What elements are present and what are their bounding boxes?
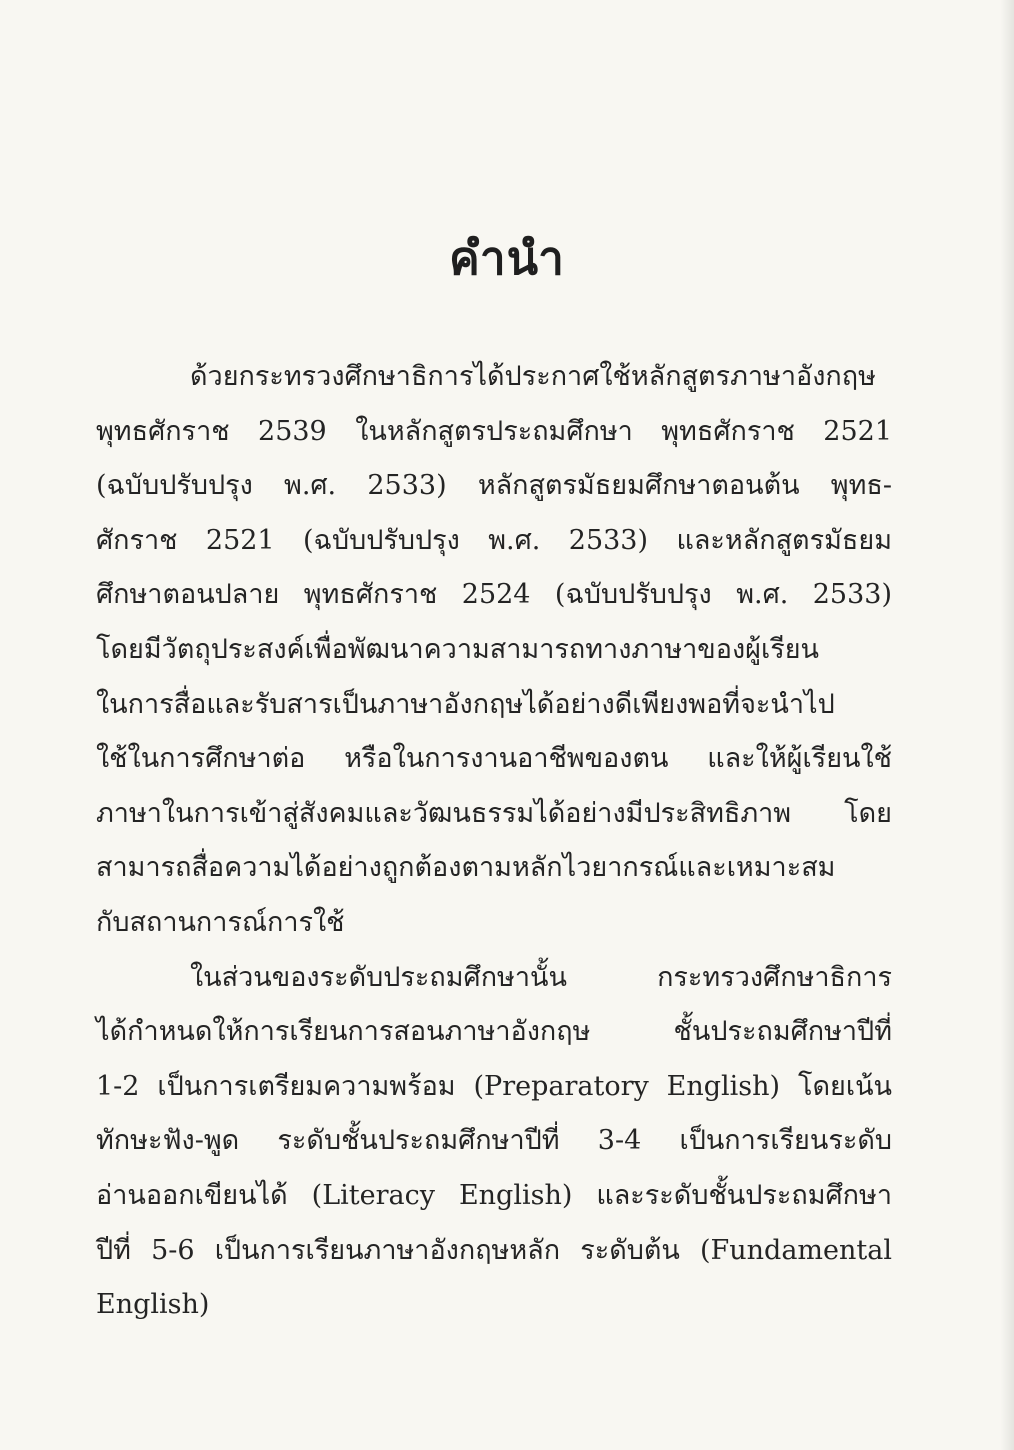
- paragraph-line: พุทธศักราช 2539 ในหลักสูตรประถมศึกษา พุทธศักราช 2521: [96, 415, 892, 447]
- paragraph-line: โดยมีวัตถุประสงค์เพื่อพัฒนาความสามารถทางภาษาของผู้เรียน: [96, 633, 819, 665]
- paragraph-line: ได้กำหนดให้การเรียนการสอนภาษาอังกฤษ ชั้นประถมศึกษาปีที่: [96, 1016, 892, 1048]
- paragraph-line: ใช้ในการศึกษาต่อ หรือในการงานอาชีพของตน และให้ผู้เรียนใช้: [96, 743, 892, 775]
- paragraph-line: กับสถานการณ์การใช้: [96, 906, 345, 938]
- paragraph-line: สามารถสื่อความได้อย่างถูกต้องตามหลักไวยากรณ์และเหมาะสม: [96, 852, 836, 884]
- paragraph-line: ภาษาในการเข้าสู่สังคมและวัฒนธรรมได้อย่างมีประสิทธิภาพ โดย: [96, 797, 892, 829]
- paragraph-1: [96, 350, 892, 951]
- page-title: คำนำ: [449, 231, 565, 285]
- paragraph-line: ศึกษาตอนปลาย พุทธศักราช 2524 (ฉบับปรับปรุง พ.ศ. 2533): [96, 579, 892, 611]
- paragraph-line: ศักราช 2521 (ฉบับปรับปรุง พ.ศ. 2533) และหลักสูตรมัธยม: [96, 524, 892, 556]
- paragraph-2: [96, 951, 892, 1333]
- paragraph-line: 1-2 เป็นการเตรียมความพร้อม (Preparatory English) โดยเน้น: [96, 1070, 892, 1102]
- paragraph-line: (ฉบับปรับปรุง พ.ศ. 2533) หลักสูตรมัธยมศึกษาตอนต้น พุทธ-: [96, 470, 892, 502]
- paragraph-line: ในการสื่อและรับสารเป็นภาษาอังกฤษได้อย่างดีเพียงพอที่จะนำไป: [96, 688, 835, 720]
- paragraph-line: ด้วยกระทรวงศึกษาธิการได้ประกาศใช้หลักสูตรภาษาอังกฤษ: [190, 361, 876, 392]
- paragraph-line: อ่านออกเขียนได้ (Literacy English) และระดับชั้นประถมศึกษา: [96, 1179, 892, 1211]
- paragraph-line: ในส่วนของระดับประถมศึกษานั้น กระทรวงศึกษาธิการ: [190, 961, 892, 993]
- paragraph-line: English): [96, 1289, 210, 1321]
- paragraph-line: ทักษะฟัง-พูด ระดับชั้นประถมศึกษาปีที่ 3-4 เป็นการเรียนระดับ: [96, 1125, 892, 1157]
- paragraph-line: ปีที่ 5-6 เป็นการเรียนภาษาอังกฤษหลัก ระดับต้น (Fundamental: [96, 1234, 892, 1266]
- body-text: [96, 350, 892, 1333]
- page-edge-shadow: [1000, 0, 1014, 1450]
